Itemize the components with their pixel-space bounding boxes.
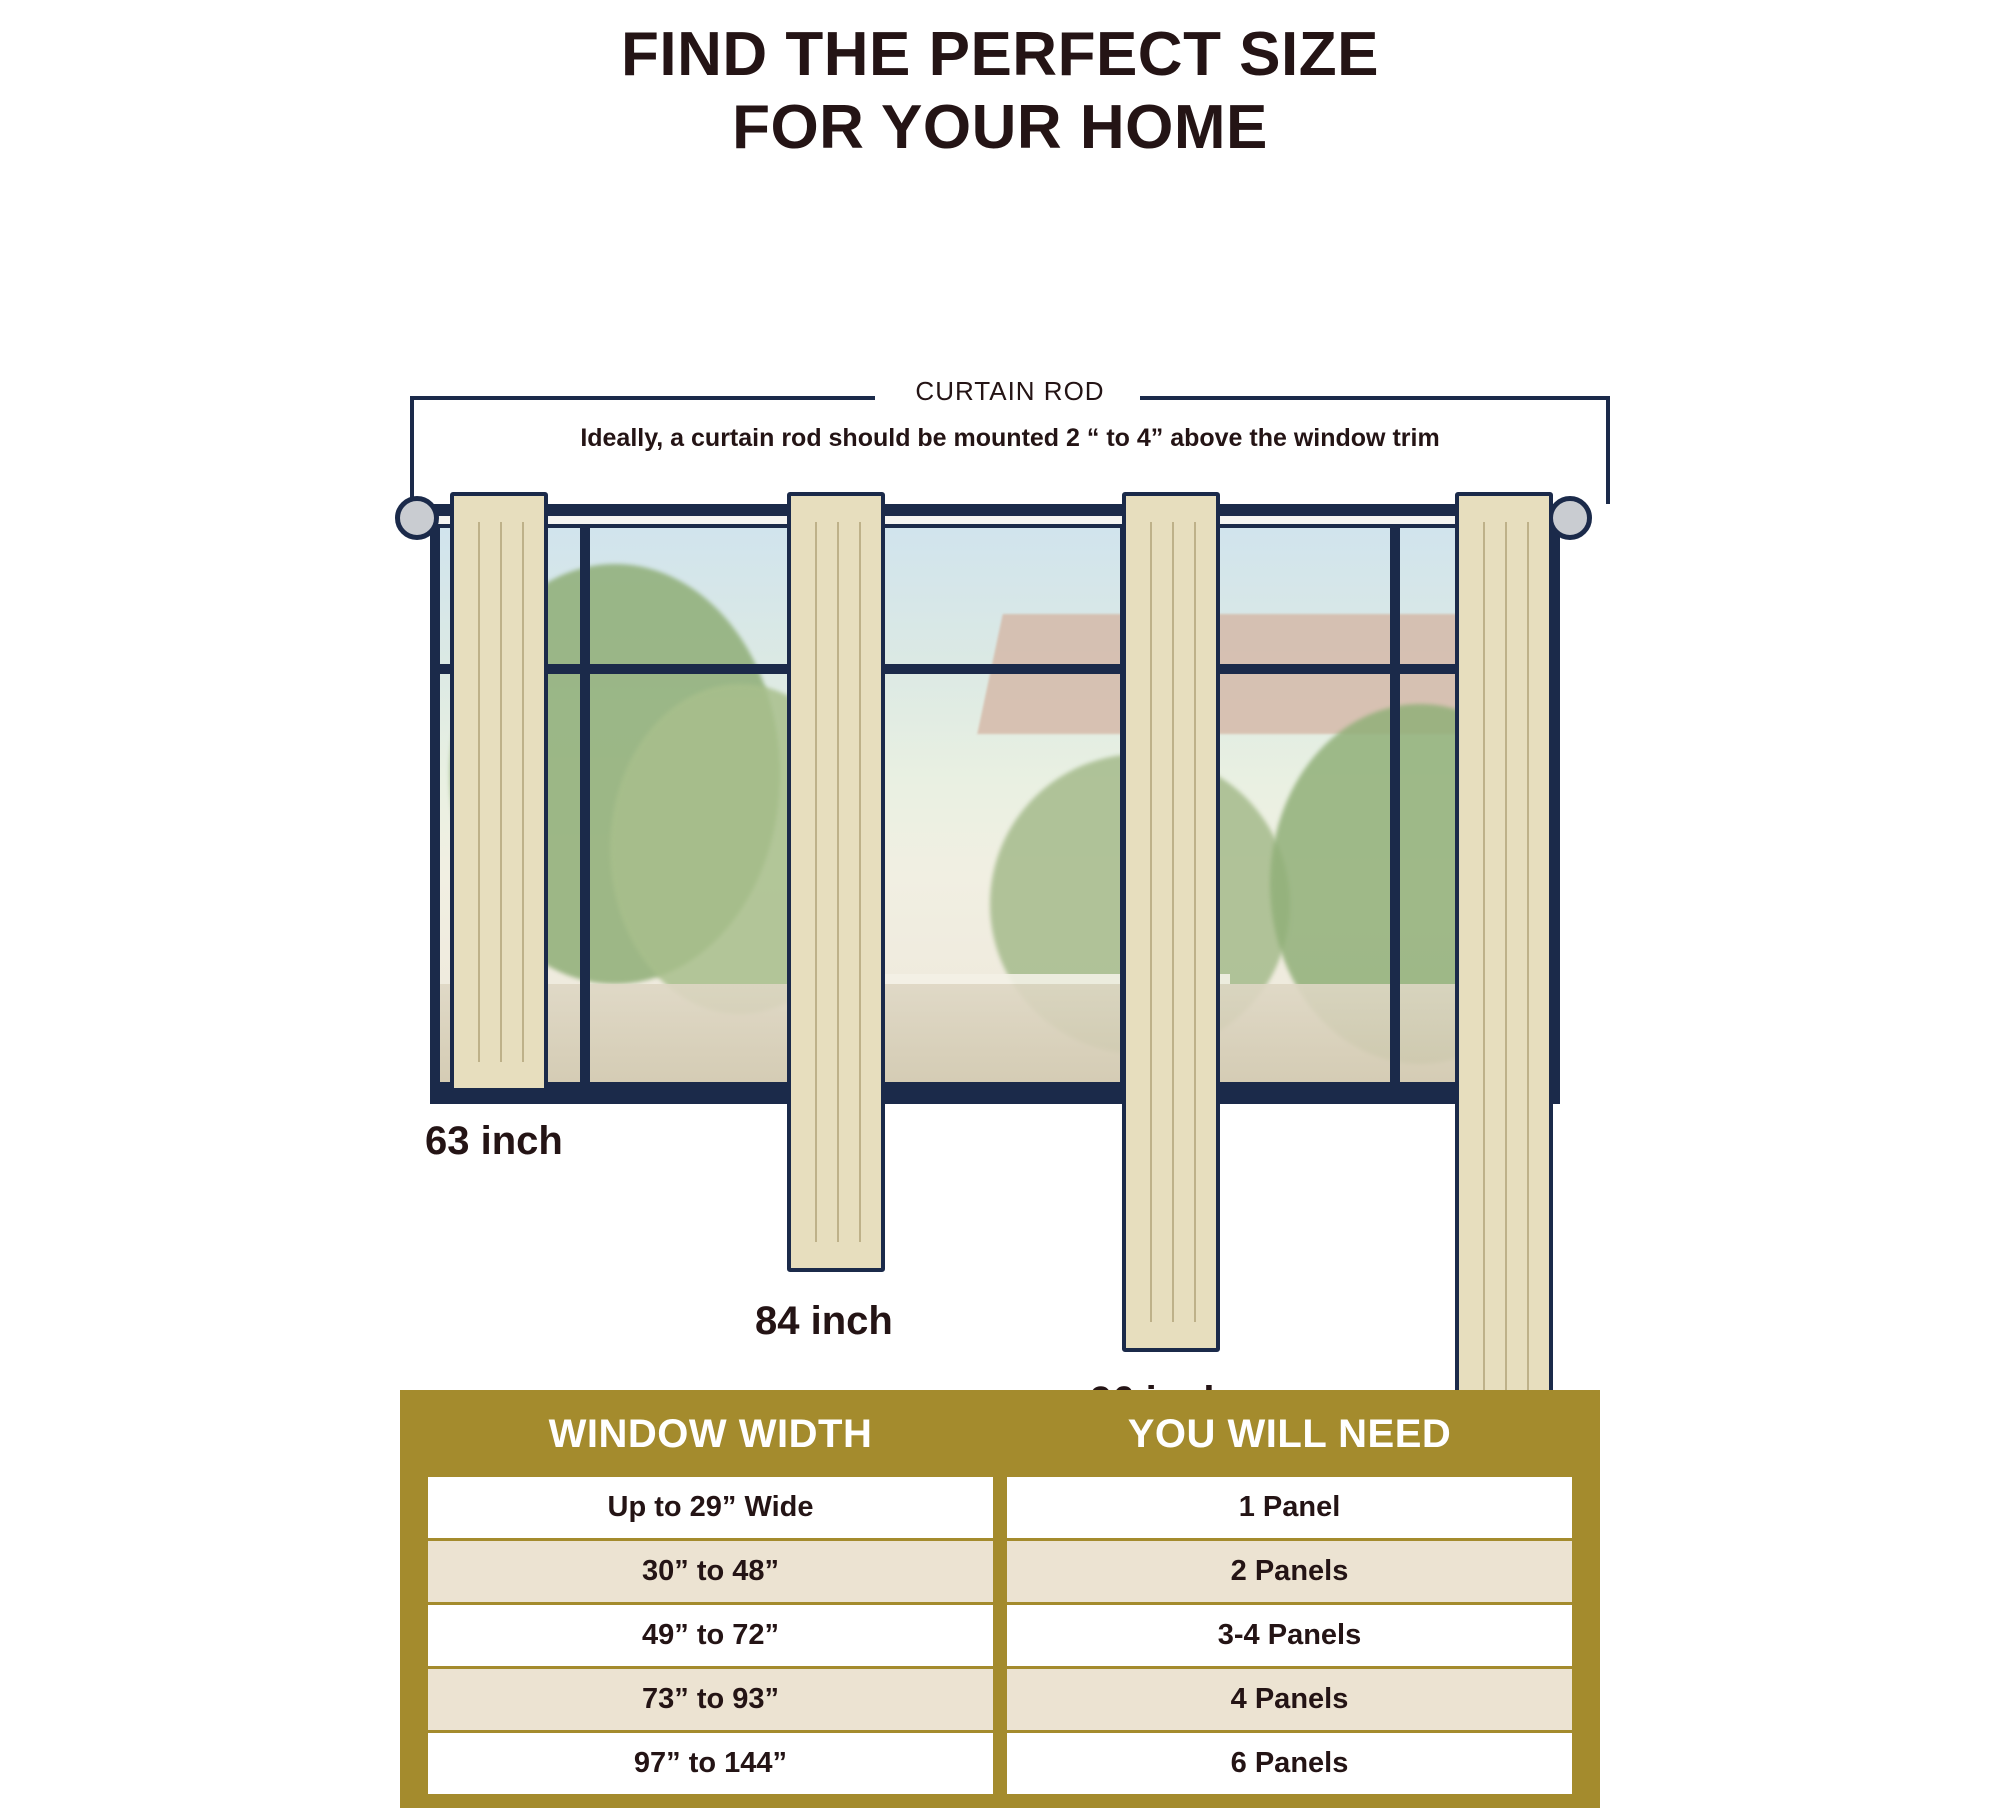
bracket-line-right [1140,396,1610,400]
table-row [428,1541,1572,1605]
table-header-window-width: WINDOW WIDTH [548,1412,873,1456]
bracket-line-left [410,396,875,400]
panel-count-table [400,1390,1600,1808]
curtain-rod-label: CURTAIN ROD [905,376,1114,407]
cell-window-width: 97” to 144” [428,1733,993,1794]
bracket-tick-left [410,396,414,504]
cell-you-will-need: 2 Panels [1007,1541,1572,1605]
curtain-panel-108 [1455,492,1553,1432]
window-graphic [430,504,1560,1104]
curtain-rod [432,512,1562,528]
curtain-length-diagram [0,174,2000,1344]
curtain-rod-finial-right-icon [1548,496,1592,540]
bracket-tick-right [1606,396,1610,504]
table-row [428,1669,1572,1733]
cell-window-width: Up to 29” Wide [428,1477,993,1541]
curtain-panel-84 [787,492,885,1272]
table-header-row [428,1404,1572,1477]
curtain-rod-finial-left-icon [395,496,439,540]
window-sill [430,1082,1560,1104]
window-mullion-v4 [1390,504,1400,1104]
cell-you-will-need: 1 Panel [1007,1477,1572,1541]
cell-you-will-need: 4 Panels [1007,1669,1572,1733]
table-row [428,1733,1572,1794]
page-title [0,0,2000,164]
title-line-1: FIND THE PERFECT SIZE [621,20,1379,89]
curtain-panel-label-63: 63 inch [425,1119,563,1164]
title-line-2: FOR YOUR HOME [732,93,1268,163]
window-mullion-h1 [430,664,1560,674]
window-width-table [414,1404,1586,1794]
cell-you-will-need: 6 Panels [1007,1733,1572,1794]
curtain-rod-note: Ideally, a curtain rod should be mounted 2 “ to 4” above the window trim [580,424,1440,453]
cell-you-will-need: 3-4 Panels [1007,1605,1572,1669]
cell-window-width: 30” to 48” [428,1541,993,1605]
curtain-panel-63 [450,492,548,1092]
table-header-you-will-need: YOU WILL NEED [1127,1412,1452,1456]
curtain-rod-bracket [410,376,1610,506]
table-row [428,1605,1572,1669]
cell-window-width: 49” to 72” [428,1605,993,1669]
cell-window-width: 73” to 93” [428,1669,993,1733]
curtain-panel-label-84: 84 inch [755,1299,893,1344]
table-row [428,1477,1572,1541]
curtain-panel-96 [1122,492,1220,1352]
window-mullion-v1 [580,504,590,1104]
